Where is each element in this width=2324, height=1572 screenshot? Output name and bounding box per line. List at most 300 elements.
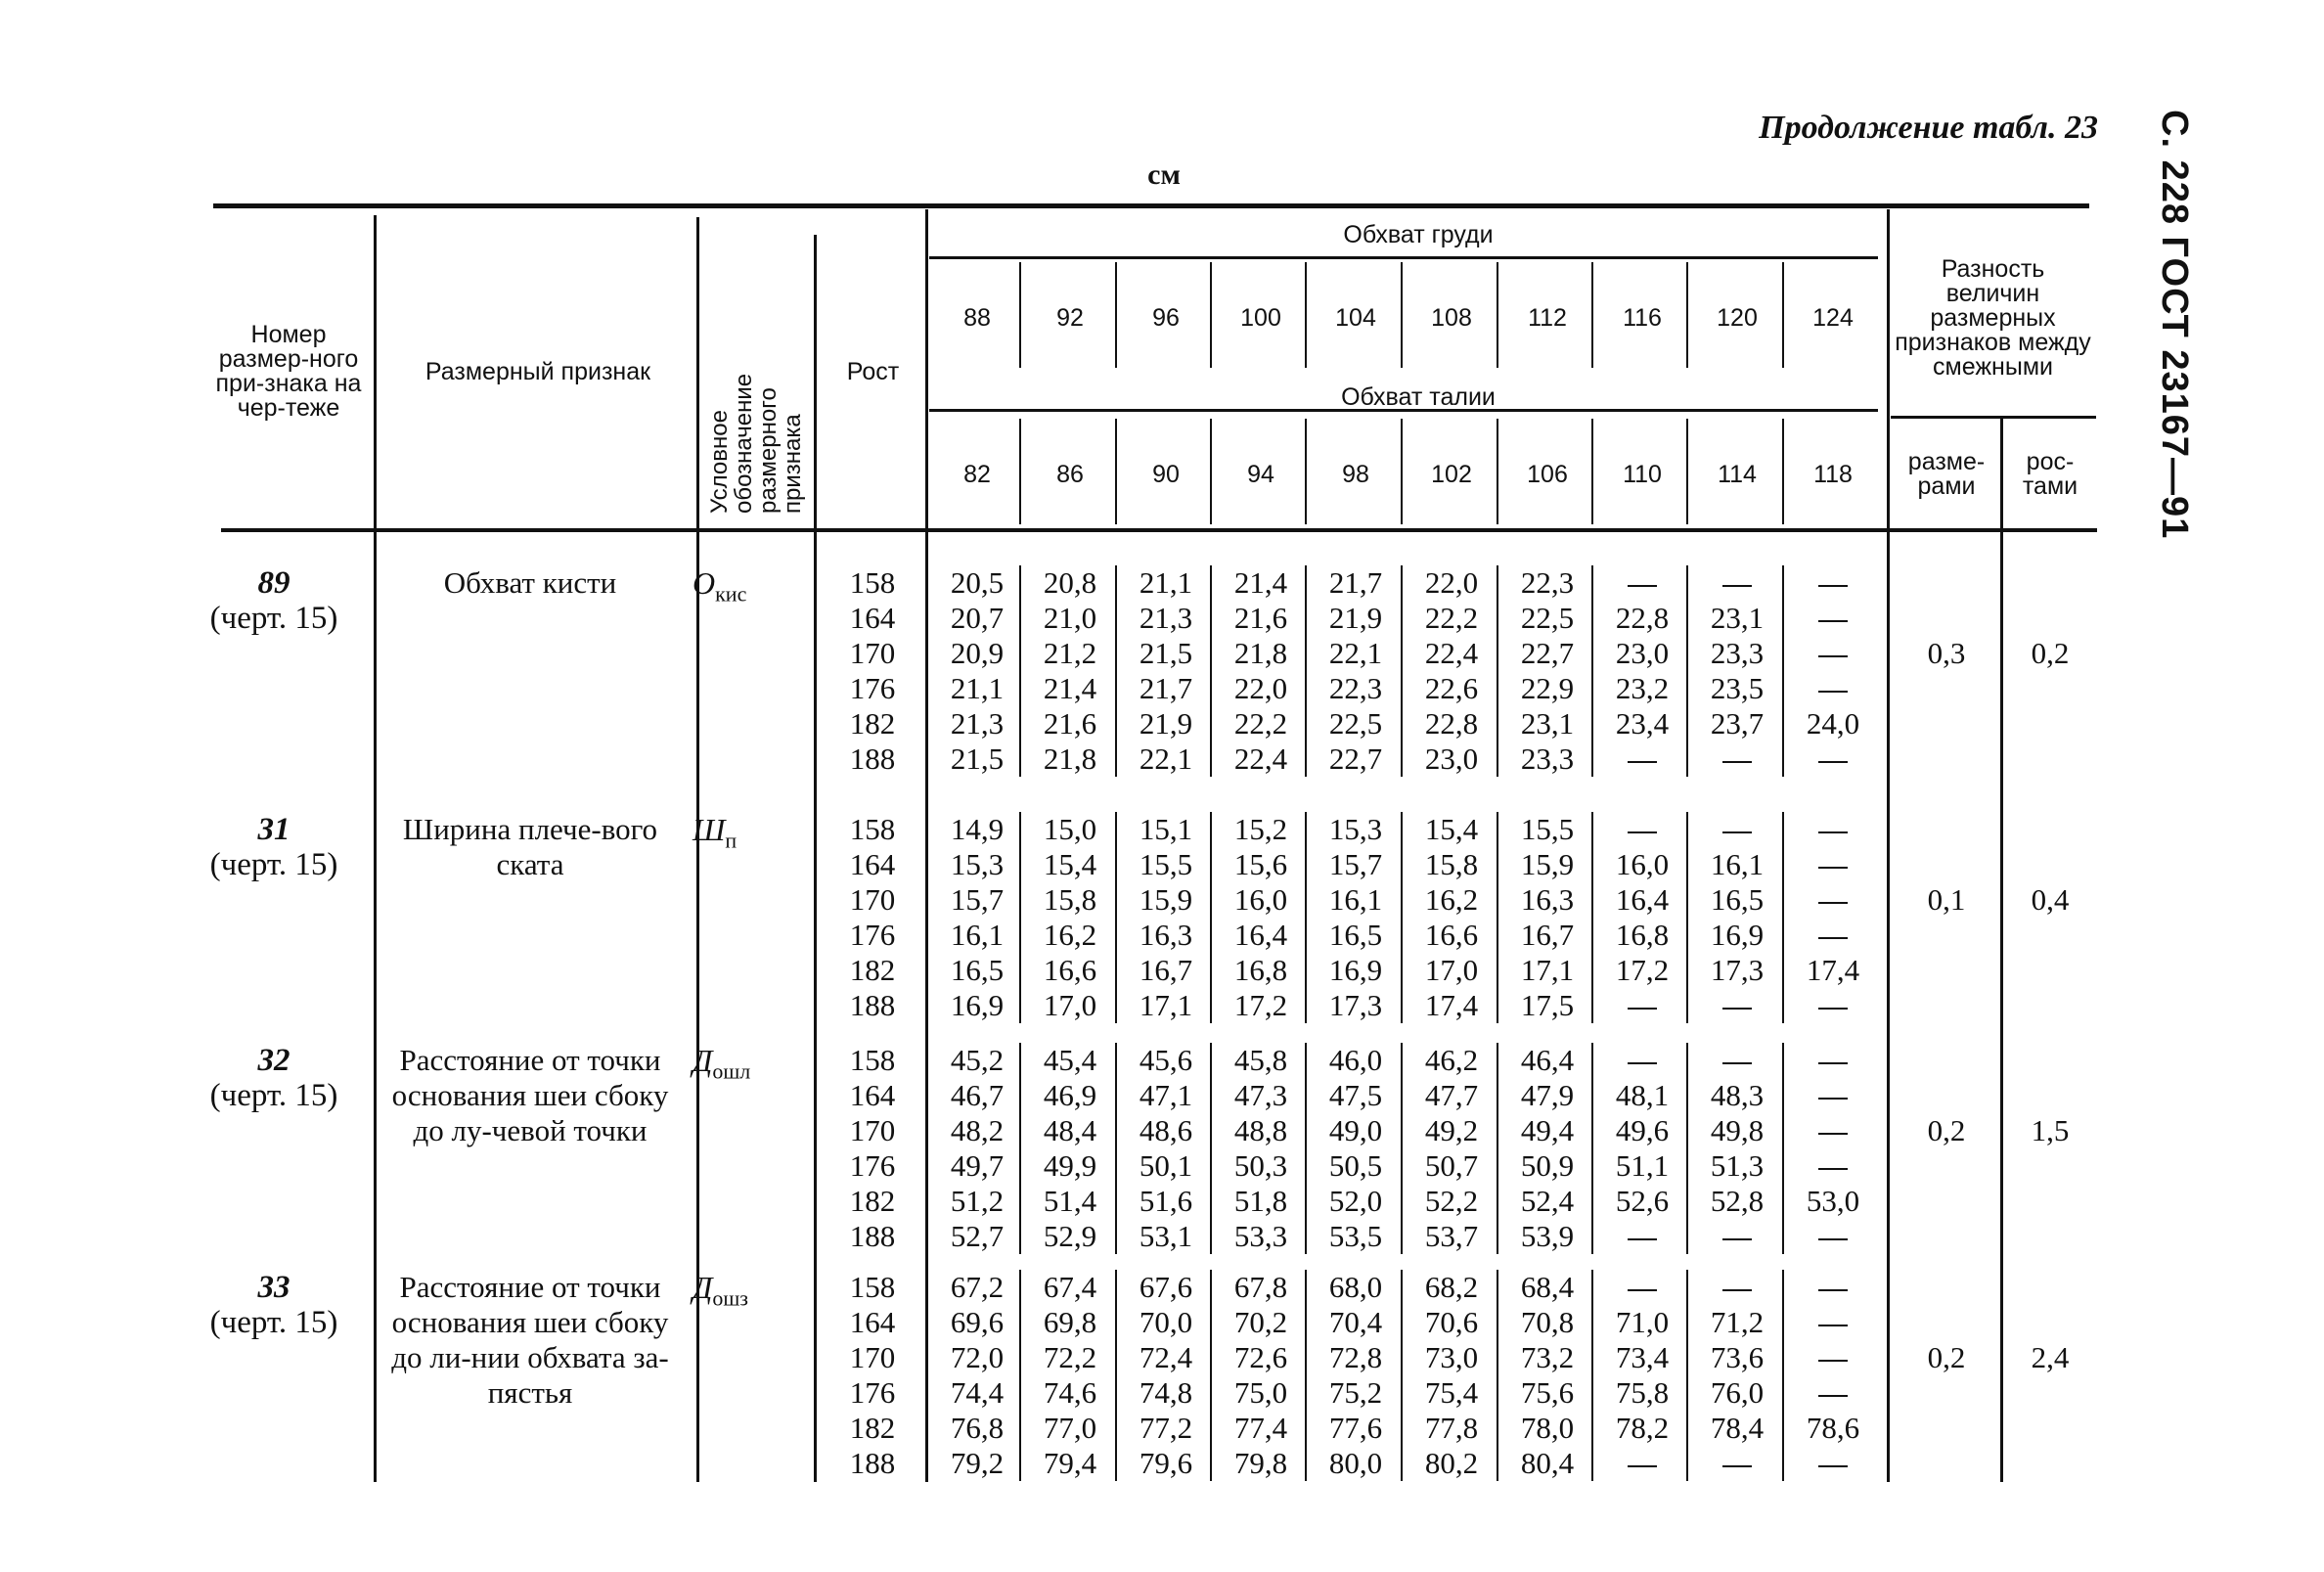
height-value: 182: [849, 1411, 896, 1445]
table-cell: 16,9: [1328, 953, 1383, 987]
table-cell: 16,1: [950, 918, 1005, 952]
header-diff: Разность величин размерных признаков между смежными: [1895, 254, 2091, 381]
table-cell: 48,1: [1615, 1078, 1670, 1112]
chest-value: 104: [1335, 303, 1376, 332]
table-cell: 22,6: [1424, 671, 1479, 705]
table-cell: 22,3: [1328, 671, 1383, 705]
body-separator: [1686, 812, 1688, 1023]
table-cell: 22,7: [1520, 636, 1575, 670]
height-value: 188: [849, 1446, 896, 1480]
body-separator: [1782, 1043, 1784, 1254]
table-cell: 75,8: [1615, 1375, 1670, 1410]
header-symbol: Условное обозначение размерного признака: [706, 373, 806, 514]
waist-value: 90: [1152, 460, 1180, 488]
chest-separator: [1782, 262, 1784, 368]
table-cell: 80,4: [1520, 1446, 1575, 1480]
chest-value: 92: [1056, 303, 1084, 332]
table-cell: 22,2: [1233, 706, 1288, 741]
body-separator: [1497, 565, 1498, 777]
height-value: 188: [849, 1219, 896, 1253]
table-cell: 17,2: [1615, 953, 1670, 987]
dash-mark: [1722, 1062, 1752, 1064]
table-cell: 52,8: [1710, 1184, 1765, 1218]
table-cell: 74,6: [1043, 1375, 1097, 1410]
body-separator: [1401, 1043, 1403, 1254]
body-separator: [1115, 565, 1117, 777]
table-cell: 78,0: [1520, 1411, 1575, 1445]
table-cell: 16,2: [1043, 918, 1097, 952]
table-cell: 21,2: [1043, 636, 1097, 670]
table-cell: 51,2: [950, 1184, 1005, 1218]
table-cell: 67,6: [1139, 1270, 1193, 1304]
table-cell: [1785, 1219, 1881, 1254]
table-cell: [1594, 812, 1690, 847]
table-cell: [1785, 1113, 1881, 1148]
table-cell: 16,1: [1328, 882, 1383, 917]
chest-separator: [1497, 262, 1498, 368]
symbol-subscript: п: [725, 828, 737, 853]
table-cell: 46,9: [1043, 1078, 1097, 1112]
table-cell: 22,0: [1424, 565, 1479, 600]
table-cell: [1594, 741, 1690, 777]
table-cell: 77,4: [1233, 1411, 1288, 1445]
diff-heights-value: 0,2: [2031, 636, 2070, 670]
table-cell: 21,1: [1139, 565, 1193, 600]
dash-mark: [1818, 1168, 1848, 1170]
table-cell: 17,3: [1328, 988, 1383, 1022]
feature-name: Расстояние от точки основания шеи сбоку до лу-чевой точки: [391, 1043, 669, 1147]
table-cell: 22,2: [1424, 601, 1479, 635]
waist-separator: [1497, 419, 1498, 524]
table-cell: 52,4: [1520, 1184, 1575, 1218]
table-cell: 21,9: [1139, 706, 1193, 741]
table-cell: 16,4: [1615, 882, 1670, 917]
feature-number: 33: [257, 1270, 290, 1305]
height-value: 158: [849, 812, 896, 846]
feature-number-cell: [196, 1043, 352, 1113]
dash-mark: [1818, 655, 1848, 657]
table-cell: 22,8: [1615, 601, 1670, 635]
table-cell: 21,3: [1139, 601, 1193, 635]
feature-symbol: [693, 1043, 810, 1089]
symbol-subscript: ошл: [712, 1058, 751, 1084]
table-cell: 17,1: [1139, 988, 1193, 1022]
waist-separator: [1019, 419, 1021, 524]
diff-heights-value: 1,5: [2031, 1113, 2070, 1147]
table-cell: 72,8: [1328, 1340, 1383, 1374]
dash-mark: [1818, 1289, 1848, 1291]
table-cell: [1785, 1305, 1881, 1340]
waist-value: 82: [963, 460, 991, 488]
feature-number-cell: [196, 812, 352, 882]
table-cell: [1594, 1446, 1690, 1481]
waist-value: 114: [1718, 460, 1757, 488]
table-cell: 77,8: [1424, 1411, 1479, 1445]
table-cell: 70,4: [1328, 1305, 1383, 1339]
body-separator: [1591, 565, 1593, 777]
table-cell: [1785, 741, 1881, 777]
vrule-1: [374, 215, 377, 1482]
table-cell: 75,2: [1328, 1375, 1383, 1410]
table-cell: 48,8: [1233, 1113, 1288, 1147]
table-cell: [1785, 918, 1881, 953]
table-cell: 51,8: [1233, 1184, 1288, 1218]
table-cell: 49,7: [950, 1148, 1005, 1183]
table-cell: [1785, 1043, 1881, 1078]
feature-number: 89: [257, 565, 290, 601]
body-separator: [1782, 812, 1784, 1023]
table-cell: 16,6: [1043, 953, 1097, 987]
table-cell: 78,4: [1710, 1411, 1765, 1445]
table-cell: 52,2: [1424, 1184, 1479, 1218]
dash-mark: [1818, 1098, 1848, 1100]
table-cell: 52,7: [950, 1219, 1005, 1253]
table-cell: 80,0: [1328, 1446, 1383, 1480]
table-cell: 45,4: [1043, 1043, 1097, 1077]
height-value: 176: [849, 918, 896, 952]
waist-value: 102: [1431, 460, 1472, 488]
table-cell: 47,3: [1233, 1078, 1288, 1112]
dash-mark: [1818, 1465, 1848, 1467]
symbol-subscript: кис: [715, 581, 747, 606]
table-cell: 51,1: [1615, 1148, 1670, 1183]
table-cell: 23,1: [1710, 601, 1765, 635]
body-separator: [1019, 812, 1021, 1023]
table-cell: 22,7: [1328, 741, 1383, 776]
table-cell: 51,3: [1710, 1148, 1765, 1183]
symbol-subscript: ошз: [712, 1285, 748, 1311]
table-cell: 14,9: [950, 812, 1005, 846]
feature-symbol: [693, 1270, 810, 1316]
table-cell: 23,3: [1520, 741, 1575, 776]
dash-mark: [1818, 1008, 1848, 1010]
dash-mark: [1818, 831, 1848, 833]
table-cell: 45,6: [1139, 1043, 1193, 1077]
waist-value: 118: [1813, 460, 1853, 488]
table-cell: [1785, 1078, 1881, 1113]
table-cell: 52,0: [1328, 1184, 1383, 1218]
table-cell: 47,1: [1139, 1078, 1193, 1112]
table-cell: [1689, 741, 1785, 777]
table-cell: [1785, 1340, 1881, 1375]
table-cell: 16,3: [1520, 882, 1575, 917]
table-cell: 76,0: [1710, 1375, 1765, 1410]
table-cell: 67,4: [1043, 1270, 1097, 1304]
body-separator: [1401, 565, 1403, 777]
table-cell: 46,0: [1328, 1043, 1383, 1077]
table-cell: 21,8: [1043, 741, 1097, 776]
table-cell: 17,3: [1710, 953, 1765, 987]
table-cell: 78,6: [1806, 1411, 1860, 1445]
table-cell: [1785, 847, 1881, 882]
body-separator: [1210, 565, 1212, 777]
table-cell: 52,6: [1615, 1184, 1670, 1218]
table-cell: [1594, 988, 1690, 1023]
table-cell: 79,8: [1233, 1446, 1288, 1480]
table-cell: 21,6: [1233, 601, 1288, 635]
rule-header-bottom: [221, 528, 2097, 532]
table-cell: 47,9: [1520, 1078, 1575, 1112]
body-separator: [1497, 1043, 1498, 1254]
table-cell: 16,6: [1424, 918, 1479, 952]
table-cell: 77,2: [1139, 1411, 1193, 1445]
diff-heights-value: 2,4: [2031, 1340, 2070, 1374]
vrule-3: [814, 235, 817, 1482]
table-cell: 15,1: [1139, 812, 1193, 846]
body-separator: [1591, 812, 1593, 1023]
waist-separator: [1210, 419, 1212, 524]
height-value: 176: [849, 671, 896, 705]
table-cell: 23,1: [1520, 706, 1575, 741]
height-value: 170: [849, 636, 896, 670]
dash-mark: [1818, 691, 1848, 693]
rule-top: [213, 203, 2089, 208]
table-cell: 21,5: [950, 741, 1005, 776]
drawing-reference: (черт. 15): [209, 1305, 338, 1340]
table-cell: 75,0: [1233, 1375, 1288, 1410]
table-cell: 76,8: [950, 1411, 1005, 1445]
page-side-reference: С. 228 ГОСТ 23167—91: [2154, 110, 2195, 540]
continuation-caption: Продолжение табл. 23: [1759, 110, 2098, 146]
height-value: 164: [849, 1305, 896, 1339]
table-cell: 48,6: [1139, 1113, 1193, 1147]
table-cell: 17,5: [1520, 988, 1575, 1022]
symbol-base: Д: [693, 1043, 713, 1078]
table-cell: 50,1: [1139, 1148, 1193, 1183]
table-cell: 72,4: [1139, 1340, 1193, 1374]
table-cell: 23,0: [1615, 636, 1670, 670]
chest-separator: [1019, 262, 1021, 368]
table-cell: 20,5: [950, 565, 1005, 600]
height-value: 158: [849, 1270, 896, 1304]
table-cell: 21,4: [1043, 671, 1097, 705]
table-cell: 15,5: [1520, 812, 1575, 846]
height-value: 170: [849, 1340, 896, 1374]
table-cell: 75,6: [1520, 1375, 1575, 1410]
table-cell: 15,6: [1233, 847, 1288, 881]
table-cell: 23,5: [1710, 671, 1765, 705]
table-cell: 72,2: [1043, 1340, 1097, 1374]
table-cell: [1785, 882, 1881, 918]
table-cell: 68,2: [1424, 1270, 1479, 1304]
table-cell: 52,9: [1043, 1219, 1097, 1253]
table-cell: 16,5: [1328, 918, 1383, 952]
table-cell: 15,8: [1043, 882, 1097, 917]
table-cell: 49,0: [1328, 1113, 1383, 1147]
table-cell: 51,4: [1043, 1184, 1097, 1218]
table-cell: [1785, 1446, 1881, 1481]
table-cell: 70,2: [1233, 1305, 1288, 1339]
table-cell: 50,7: [1424, 1148, 1479, 1183]
diff-heights-value: 0,4: [2031, 882, 2070, 917]
height-value: 182: [849, 706, 896, 741]
waist-value: 106: [1527, 460, 1568, 488]
table-cell: 73,6: [1710, 1340, 1765, 1374]
dash-mark: [1818, 1238, 1848, 1240]
diff-sizes-value: 0,2: [1927, 1113, 1966, 1147]
table-cell: 69,6: [950, 1305, 1005, 1339]
table-cell: [1785, 601, 1881, 636]
chest-separator: [1686, 262, 1688, 368]
table-cell: 79,4: [1043, 1446, 1097, 1480]
table-cell: [1594, 565, 1690, 601]
dash-mark: [1818, 1325, 1848, 1326]
dash-mark: [1818, 1133, 1848, 1135]
table-cell: 15,3: [1328, 812, 1383, 846]
table-cell: 47,5: [1328, 1078, 1383, 1112]
table-cell: 47,7: [1424, 1078, 1479, 1112]
body-separator: [1591, 1043, 1593, 1254]
dash-mark: [1722, 831, 1752, 833]
table-cell: 49,9: [1043, 1148, 1097, 1183]
table-cell: 46,4: [1520, 1043, 1575, 1077]
table-cell: 46,7: [950, 1078, 1005, 1112]
table-cell: 23,7: [1710, 706, 1765, 741]
dash-mark: [1818, 620, 1848, 622]
dash-mark: [1818, 1062, 1848, 1064]
table-cell: 49,8: [1710, 1113, 1765, 1147]
vrule-6: [2000, 419, 2003, 1482]
table-cell: 16,5: [1710, 882, 1765, 917]
header-chest: Обхват груди: [1343, 220, 1494, 248]
table-cell: 73,2: [1520, 1340, 1575, 1374]
dash-mark: [1818, 1360, 1848, 1362]
table-cell: [1689, 1446, 1785, 1481]
diff-sizes-value: 0,3: [1927, 636, 1966, 670]
table-cell: 15,8: [1424, 847, 1479, 881]
table-cell: 15,7: [950, 882, 1005, 917]
dash-mark: [1818, 585, 1848, 587]
chest-value: 100: [1240, 303, 1281, 332]
table-cell: [1689, 1270, 1785, 1305]
height-value: 158: [849, 1043, 896, 1077]
waist-value: 86: [1056, 460, 1084, 488]
body-separator: [1686, 1270, 1688, 1481]
table-cell: 70,6: [1424, 1305, 1479, 1339]
table-cell: 67,8: [1233, 1270, 1288, 1304]
chest-value: 96: [1152, 303, 1180, 332]
vrule-4: [925, 209, 928, 1482]
dash-mark: [1818, 902, 1848, 904]
table-cell: 21,1: [950, 671, 1005, 705]
chest-value: 120: [1717, 303, 1758, 332]
table-cell: 50,5: [1328, 1148, 1383, 1183]
height-value: 176: [849, 1375, 896, 1410]
table-cell: 50,9: [1520, 1148, 1575, 1183]
table-cell: [1689, 1219, 1785, 1254]
table-cell: 16,8: [1615, 918, 1670, 952]
chest-value: 88: [963, 303, 991, 332]
feature-number: 32: [257, 1043, 290, 1078]
dash-mark: [1818, 937, 1848, 939]
table-cell: 49,6: [1615, 1113, 1670, 1147]
table-cell: 67,2: [950, 1270, 1005, 1304]
table-cell: 22,1: [1139, 741, 1193, 776]
table-cell: 17,4: [1806, 953, 1860, 987]
dash-mark: [1818, 867, 1848, 869]
table-cell: 21,3: [950, 706, 1005, 741]
unit-label: см: [1147, 158, 1181, 191]
table-cell: 17,2: [1233, 988, 1288, 1022]
chest-value: 108: [1431, 303, 1472, 332]
waist-value: 94: [1247, 460, 1274, 488]
table-cell: 80,2: [1424, 1446, 1479, 1480]
table-cell: 22,4: [1233, 741, 1288, 776]
dash-mark: [1628, 585, 1657, 587]
table-cell: [1785, 636, 1881, 671]
table-cell: 20,9: [950, 636, 1005, 670]
body-separator: [1686, 1043, 1688, 1254]
table-cell: 23,2: [1615, 671, 1670, 705]
table-cell: 16,2: [1424, 882, 1479, 917]
table-cell: [1785, 1375, 1881, 1411]
table-cell: 16,7: [1520, 918, 1575, 952]
table-cell: 15,9: [1139, 882, 1193, 917]
drawing-reference: (черт. 15): [209, 1078, 338, 1113]
dash-mark: [1722, 1465, 1752, 1467]
table-cell: 22,1: [1328, 636, 1383, 670]
height-value: 164: [849, 1078, 896, 1112]
feature-name: Обхват кисти: [443, 565, 617, 600]
header-height: Рост: [846, 357, 900, 385]
table-cell: 16,1: [1710, 847, 1765, 881]
table-cell: [1785, 812, 1881, 847]
chest-separator: [1305, 262, 1307, 368]
table-cell: 51,6: [1139, 1184, 1193, 1218]
waist-separator: [1782, 419, 1784, 524]
feature-number-cell: [196, 1270, 352, 1340]
table-cell: 15,2: [1233, 812, 1288, 846]
table-cell: [1689, 565, 1785, 601]
waist-separator: [1305, 419, 1307, 524]
feature-name: Ширина плече-вого ската: [402, 812, 658, 881]
table-cell: 50,3: [1233, 1148, 1288, 1183]
body-separator: [1210, 1270, 1212, 1481]
height-value: 170: [849, 882, 896, 917]
waist-value: 98: [1342, 460, 1369, 488]
table-cell: 22,3: [1520, 565, 1575, 600]
chest-value: 112: [1528, 303, 1567, 332]
table-cell: 16,0: [1615, 847, 1670, 881]
table-cell: 48,4: [1043, 1113, 1097, 1147]
table-cell: 22,4: [1424, 636, 1479, 670]
table-cell: 16,9: [1710, 918, 1765, 952]
chest-value: 116: [1623, 303, 1662, 332]
table-cell: 70,8: [1520, 1305, 1575, 1339]
table-cell: 79,2: [950, 1446, 1005, 1480]
header-number: Номер размер-ного при-знака на чер-теже: [215, 321, 362, 422]
table-cell: 77,6: [1328, 1411, 1383, 1445]
table-cell: 53,5: [1328, 1219, 1383, 1253]
chest-separator: [1210, 262, 1212, 368]
dash-mark: [1818, 761, 1848, 763]
dash-mark: [1628, 761, 1657, 763]
dash-mark: [1628, 1062, 1657, 1064]
table-cell: 22,0: [1233, 671, 1288, 705]
table-cell: [1594, 1270, 1690, 1305]
symbol-base: Д: [693, 1270, 713, 1305]
chest-separator: [1115, 262, 1117, 368]
table-cell: 21,4: [1233, 565, 1288, 600]
table-cell: 71,0: [1615, 1305, 1670, 1339]
body-separator: [1591, 1270, 1593, 1481]
table-cell: 74,8: [1139, 1375, 1193, 1410]
waist-separator: [1686, 419, 1688, 524]
header-waist: Обхват талии: [1341, 382, 1496, 411]
table-cell: 15,7: [1328, 847, 1383, 881]
table-cell: 48,2: [950, 1113, 1005, 1147]
symbol-base: О: [693, 565, 716, 601]
